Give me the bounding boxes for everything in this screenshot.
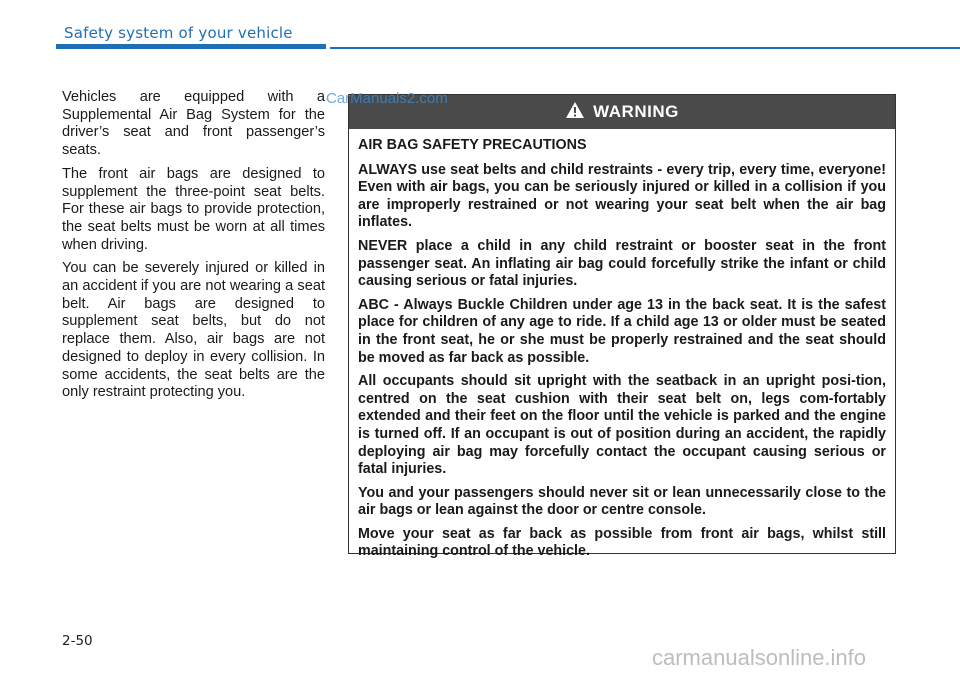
body-paragraph: Vehicles are equipped with a Supplemental Air Bag System for the driver’s seat and front passenger’s seats.	[62, 89, 325, 159]
warning-paragraph: ALWAYS use seat belts and child restraints - every trip, every time, everyone! Even with air bags, you can be seriously injured or killed in a collision if you are improperly restrained or not wearing your seat belt when the air bag inflates.	[358, 161, 886, 231]
warning-paragraph: You and your passengers should never sit or lean unnecessarily close to the air bags or lean against the door or centre console.	[358, 484, 886, 519]
warning-label: WARNING	[593, 102, 679, 121]
warning-box	[348, 94, 896, 560]
warning-heading: AIR BAG SAFETY PRECAUTIONS	[358, 137, 587, 153]
section-title: Safety system of your vehicle	[64, 24, 293, 42]
warning-paragraph: All occupants should sit upright with the seatback in an upright posi-tion, centred on the seat cushion with their seat belt on, legs com-fortably extended and their feet on the floor until the vehicle is parked and the engine is turned off. If an occupant is out of position during an accident, the rapidly deploying air bag may forcefully contact the occupant causing serious or fatal injuries.	[358, 373, 886, 478]
warning-paragraph: ABC - Always Buckle Children under age 13 in the back seat. It is the safest place for children of any age to ride. If a child age 13 or older must be seated in the front seat, he or she must be properly restrained and the seat should be moved as far back as possible.	[358, 296, 886, 366]
warning-body	[349, 129, 895, 561]
top-watermark: CarManuals2.com	[326, 90, 448, 107]
header-rule-thick	[56, 44, 326, 49]
footer-watermark: carmanualsonline.info	[652, 645, 867, 670]
warning-paragraph: NEVER place a child in any child restraint or booster seat in the front passenger seat. An inflating air bag could forcefully strike the infant or child causing serious or fatal injuries.	[358, 237, 886, 290]
warning-triangle-icon	[565, 101, 585, 124]
body-paragraph: You can be severely injured or killed in an accident if you are not wearing a seat belt. Air bags are designed to supplement seat belts, but do not replace them. Also, air bags are not designed to deploy in every collision. In some accidents, the seat belts are the only restraint protecting you.	[62, 260, 325, 401]
header-rule-thin	[330, 47, 960, 49]
body-paragraph: The front air bags are designed to supplement the three-point seat belts. For these air bags to provide protection, the seat belts must be worn at all times when driving.	[62, 165, 325, 253]
page-number: 2-50	[62, 633, 93, 649]
warning-paragraph: Move your seat as far back as possible from front air bags, whilst still maintaining control of the vehicle.	[358, 525, 886, 560]
body-text-column	[62, 89, 325, 408]
